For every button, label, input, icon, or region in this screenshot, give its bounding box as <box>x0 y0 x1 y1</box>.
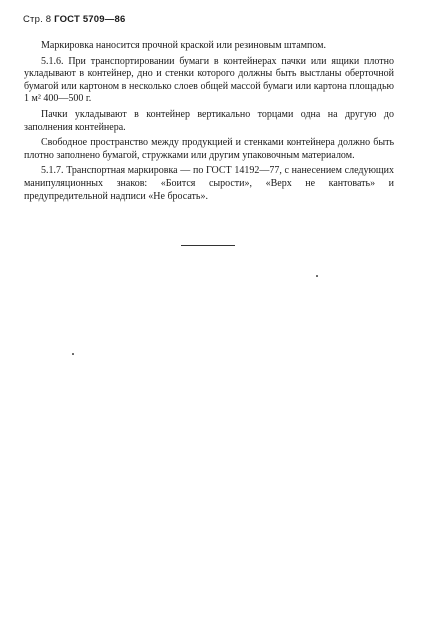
scan-speck <box>72 353 74 355</box>
paragraph-marking: Маркировка наносится прочной краской или резиновым штампом. <box>41 40 327 51</box>
page-number: Стр. 8 <box>23 14 52 25</box>
document-body <box>24 40 394 206</box>
paragraph-5-1-6: 5.1.6. При транспортировании бумаги в контейнерах пачки или ящики плотно укладывают в контейнер, дно и стенки которого должны быть выстланы оберточной бумагой или картоном в несколько слоев общей массой бумаги или картона площадью 1 м² 400—500 г. <box>24 55 394 105</box>
paragraph-packs: Пачки укладывают в контейнер вертикально торцами одна на другую до заполнения контейнера. <box>24 108 394 133</box>
standard-number: ГОСТ 5709—86 <box>54 14 126 25</box>
scan-speck <box>316 275 318 277</box>
paragraph-free-space: Свободное пространство между продукцией и стенками контейнера должно быть плотно заполнено бумагой, стружками или другим упаковочным материалом. <box>24 137 394 161</box>
page-header <box>23 14 125 25</box>
end-of-text-rule <box>181 245 235 246</box>
paragraph-5-1-7: 5.1.7. Транспортная маркировка — по ГОСТ 14192—77, с нанесением следующих манипуляционных знаков: «Боится сырости», «Верх не кантовать» и предупредительной надписи «Не бросать». <box>24 165 394 202</box>
